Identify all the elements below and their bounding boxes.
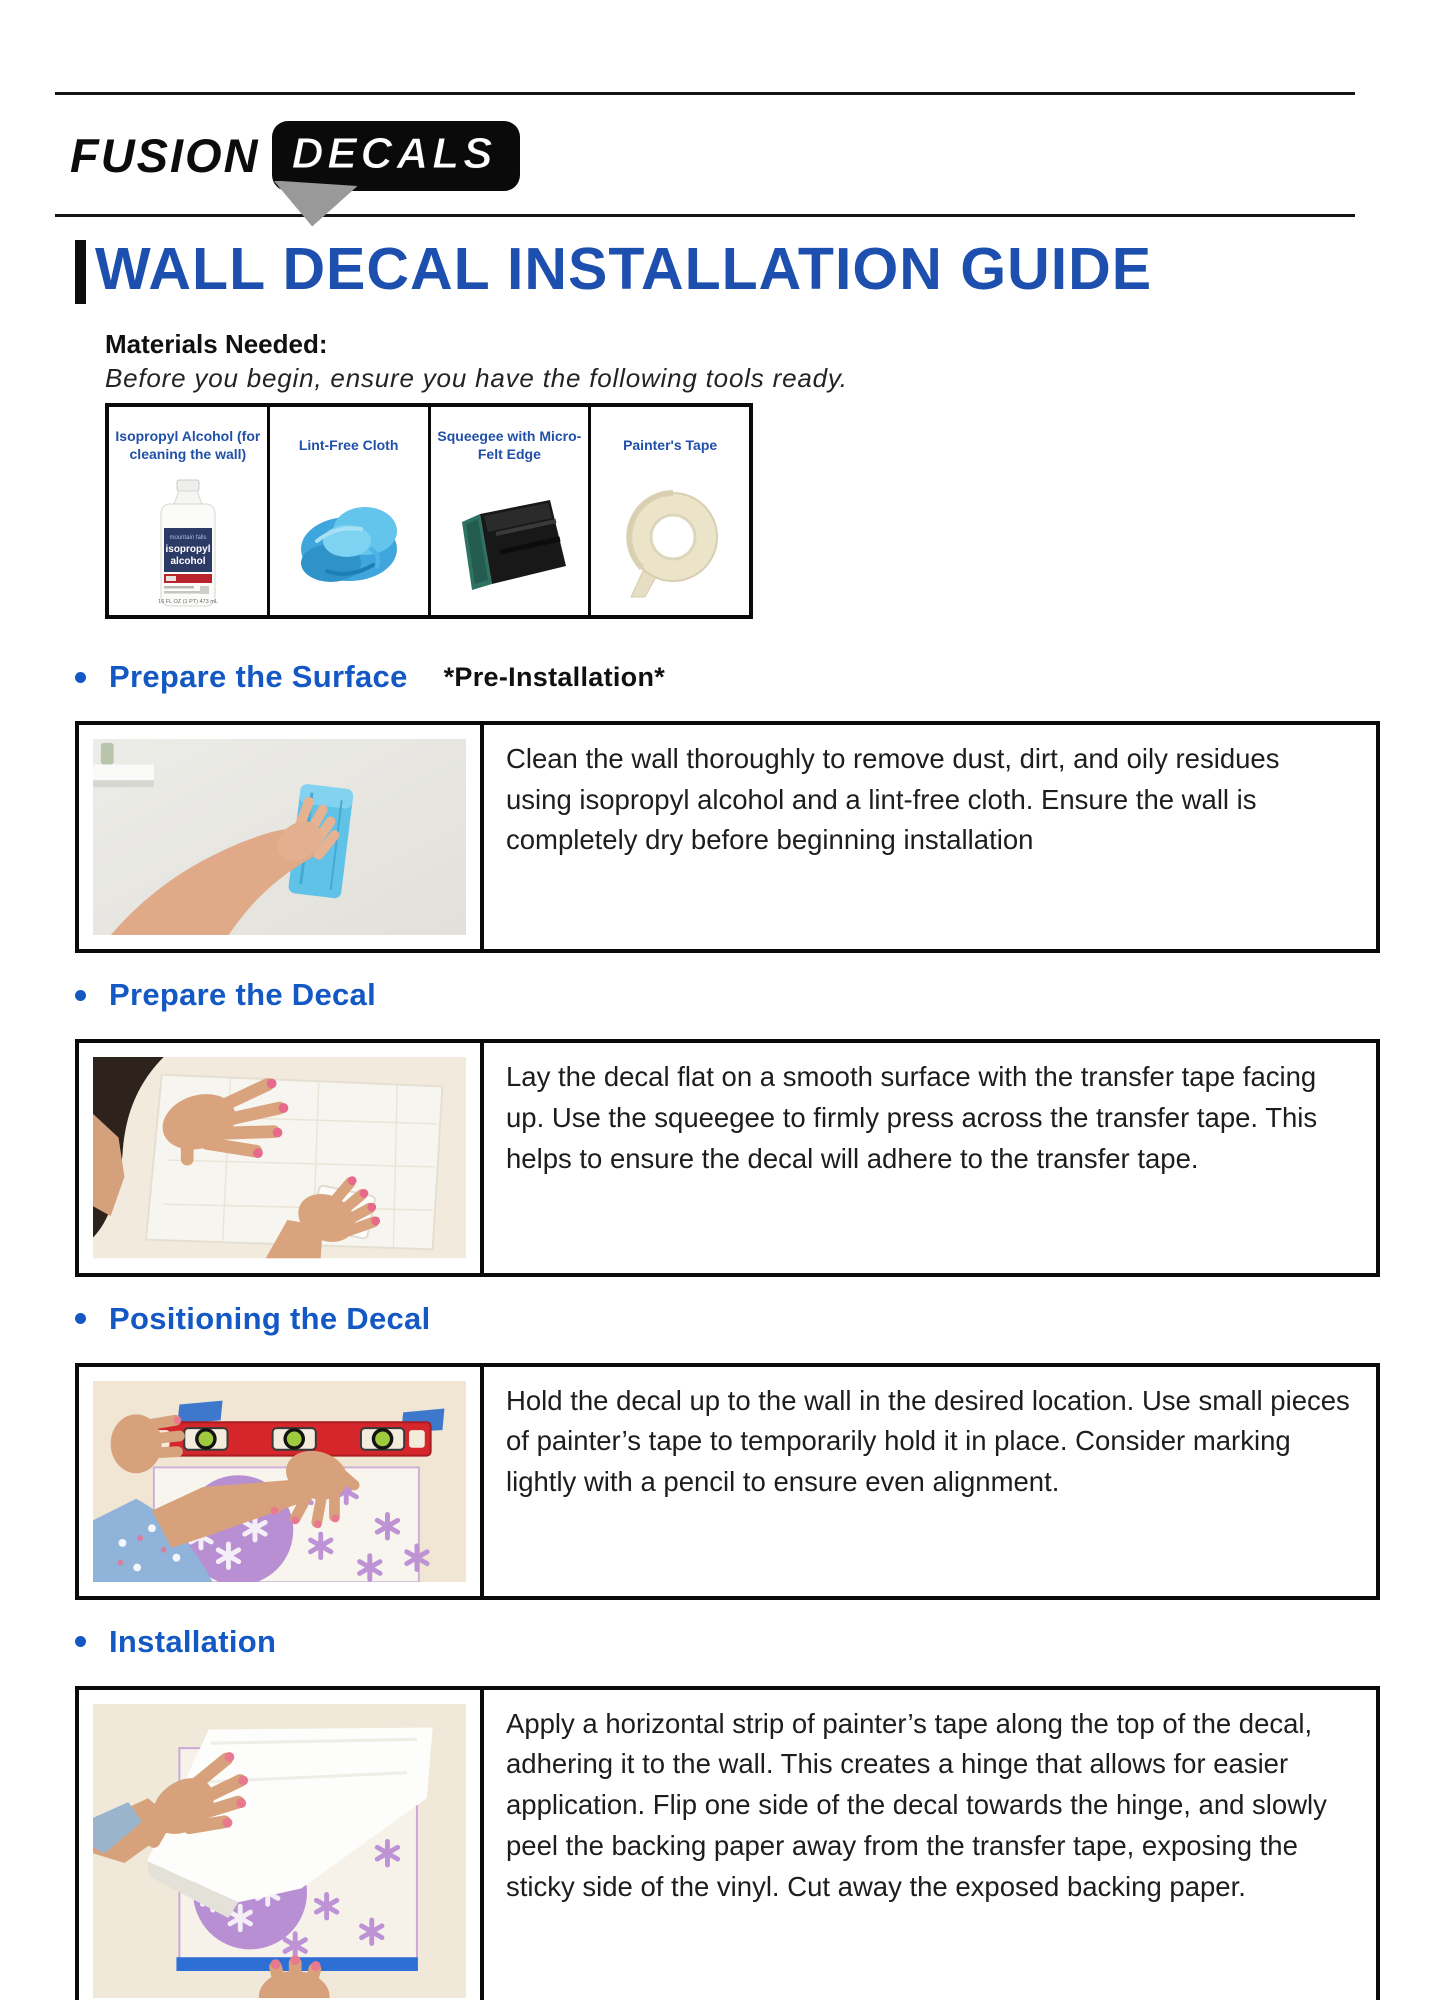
section-title: Positioning the Decal (109, 1300, 431, 1336)
step-box-prepare-decal (75, 1039, 1380, 1276)
title-row (75, 237, 1454, 307)
sticker-peel-icon (274, 181, 358, 227)
material-label: Squeegee with Micro-Felt Edge (437, 427, 582, 462)
svg-text:16 FL OZ (1 PT) 473 mL: 16 FL OZ (1 PT) 473 mL (158, 599, 218, 605)
logo-fusion-text: FUSION (70, 129, 260, 182)
brand-logo (70, 103, 1454, 208)
bullet-icon (75, 990, 86, 1001)
level-positioning-photo (93, 1381, 466, 1582)
material-label: Lint-Free Cloth (298, 436, 399, 453)
svg-text:mountain falls: mountain falls (169, 535, 207, 541)
material-label: Painter's Tape (623, 436, 718, 453)
section-title: Prepare the Decal (109, 977, 377, 1013)
bullet-icon (75, 1636, 86, 1647)
material-cell-isopropyl (109, 407, 270, 615)
step-box-prepare-surface (75, 721, 1380, 953)
logo-decals-text: DECALS (291, 128, 497, 178)
step-text: Hold the decal up to the wall in the desired location. Use small pieces of painter’s tape to temporarily hold it in place. Consider marking lightly with a pencil to ensure even alignment. (506, 1384, 1350, 1497)
material-cell-cloth (270, 407, 431, 615)
page-title: WALL DECAL INSTALLATION GUIDE (95, 236, 1153, 302)
step-text: Clean the wall thoroughly to remove dust, dirt, and oily residues using isopropyl alcohol and a lint-free cloth. Ensure the wall is completely dry before beginning installation (506, 743, 1280, 856)
title-accent-bar (75, 240, 86, 304)
logo-decals-badge (272, 121, 521, 191)
svg-text:alcohol: alcohol (170, 556, 206, 567)
header-divider (55, 214, 1355, 217)
squeegee-pressing-photo (93, 1057, 466, 1258)
section-heading-installation (75, 1624, 1454, 1660)
step-photo-cell (79, 1367, 484, 1596)
bullet-icon (75, 672, 86, 683)
material-image (436, 477, 584, 609)
step-photo-cell (79, 1043, 484, 1272)
section-heading-prepare-decal (75, 977, 1454, 1013)
step-box-installation (75, 1686, 1380, 2000)
lint-free-cloth-icon (287, 491, 411, 595)
step-photo-cell (79, 725, 484, 949)
materials-subtitle: Before you begin, ensure you have the following tools ready. (105, 363, 848, 393)
step-text: Lay the decal flat on a smooth surface with the transfer tape facing up. Use the squeegee to firmly press across the transfer tape. This helps to ensure the decal will adhere to the transfer tape. (506, 1061, 1318, 1174)
materials-needed-label: Materials Needed: (105, 329, 328, 359)
material-image (275, 477, 423, 609)
section-heading-positioning (75, 1301, 1454, 1337)
material-label: Isopropyl Alcohol (for cleaning the wall) (115, 427, 261, 462)
materials-table (105, 403, 753, 619)
painters-tape-left (177, 1400, 222, 1424)
section-suffix: *Pre-Installation* (443, 661, 666, 692)
backing-peel-photo (93, 1704, 466, 1998)
isopropyl-alcohol-icon (142, 478, 234, 608)
top-divider (55, 92, 1355, 95)
material-cell-squeegee (431, 407, 592, 615)
step-box-positioning (75, 1363, 1380, 1600)
wall-cleaning-photo (93, 739, 466, 935)
section-title: Prepare the Surface (109, 659, 408, 694)
painters-tape-icon (609, 485, 731, 601)
bullet-icon (75, 1313, 86, 1324)
svg-text:isopropyl: isopropyl (165, 544, 211, 555)
step-photo-cell (79, 1690, 484, 2000)
material-cell-tape (591, 407, 749, 615)
squeegee-icon (446, 490, 572, 596)
material-image (114, 477, 262, 609)
spirit-level (144, 1422, 431, 1455)
material-image (596, 477, 744, 609)
section-title: Installation (109, 1623, 277, 1659)
section-heading-prepare-surface (75, 659, 1454, 695)
step-text: Apply a horizontal strip of painter’s tape along the top of the decal, adhering it to the wall. This creates a hinge that allows for easier application. Flip one side of the decal towards the hinge, and slowly peel the backing paper away from the transfer tape, exposing the sticky side of the vinyl. Cut away the exposed backing paper. (506, 1707, 1327, 1902)
